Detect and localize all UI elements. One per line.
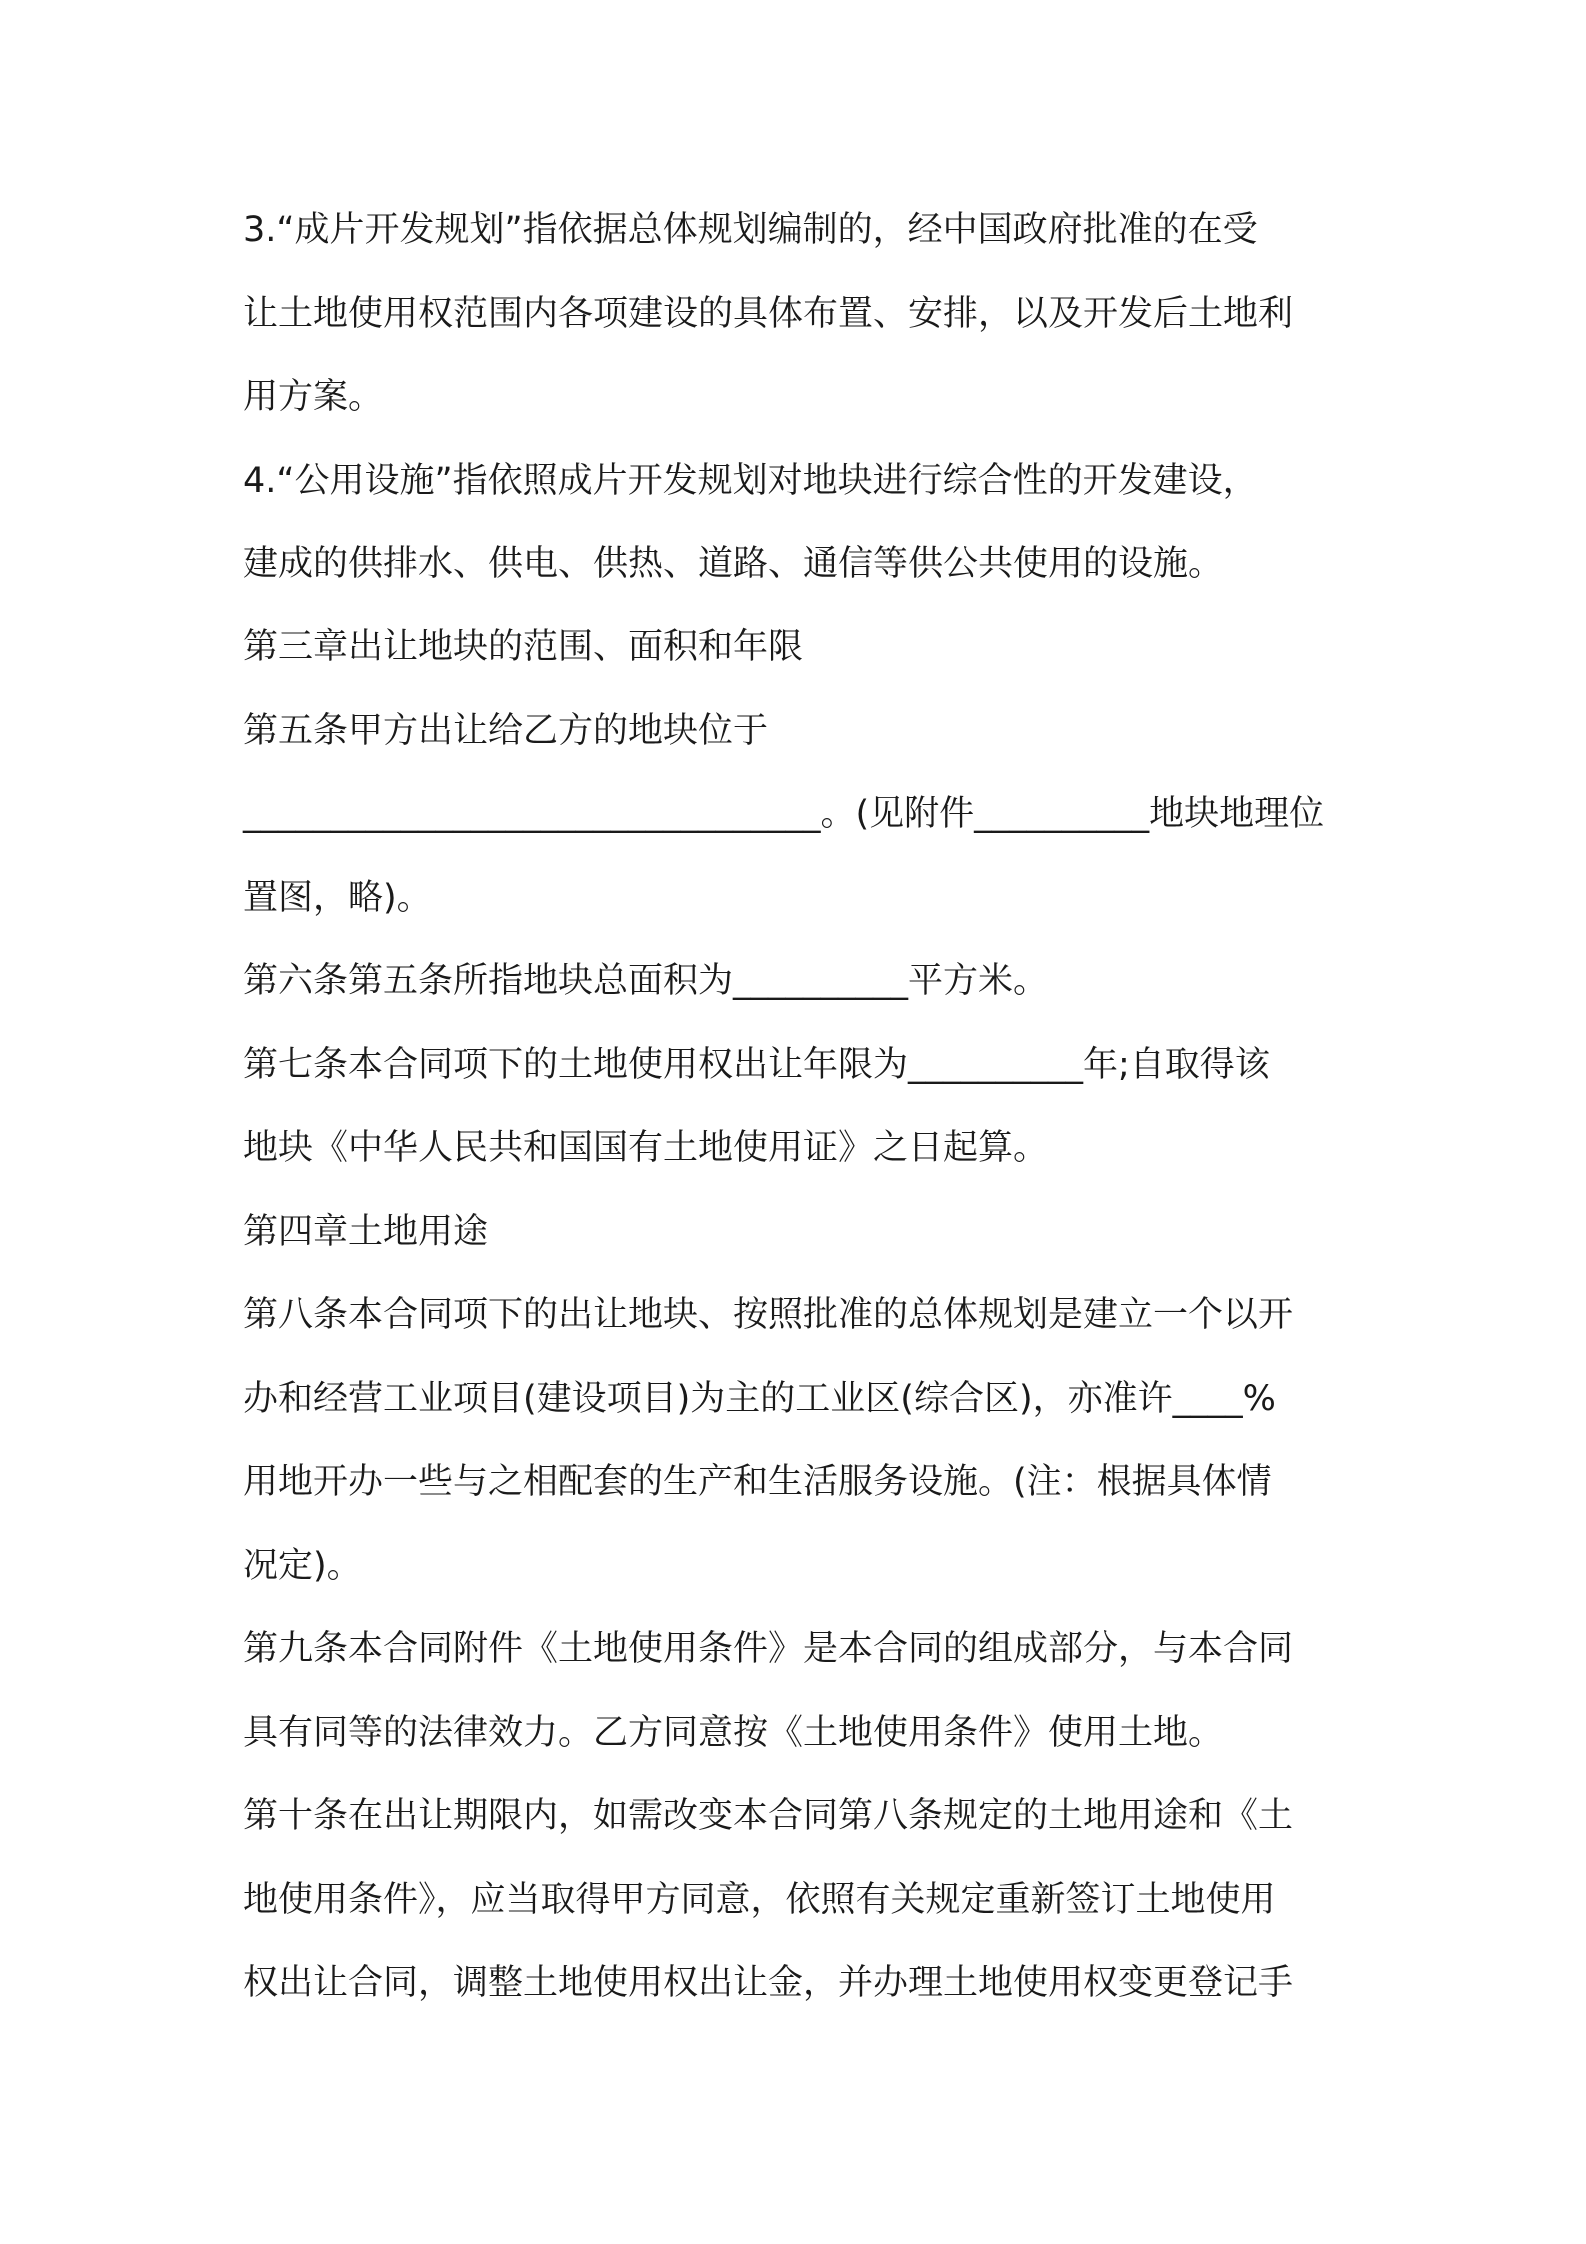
text-line: 让土地使用权范围内各项建设的具体布置、安排，以及开发后土地利: [243, 294, 1294, 334]
text-line: 第十条在出让期限内，如需改变本合同第八条规定的土地用途和《土: [243, 1796, 1294, 1836]
text-line: 用地开办一些与之相配套的生产和生活服务设施。(注：根据具体情: [243, 1462, 1272, 1502]
text-line: 权出让合同，调整土地使用权出让金，并办理土地使用权变更登记手: [243, 1963, 1294, 2003]
text-line: 第五条甲方出让给乙方的地块位于: [243, 711, 769, 751]
text-line: 用方案。: [243, 377, 384, 417]
chapter-heading: 第四章土地用途: [243, 1212, 489, 1252]
text-line: 地块《中华人民共和国国有土地使用证》之日起算。: [243, 1128, 1049, 1168]
text-line: 具有同等的法律效力。乙方同意按《土地使用条件》使用土地。: [243, 1713, 1224, 1753]
chapter-heading: 第三章出让地块的范围、面积和年限: [243, 627, 804, 667]
text-line: 建成的供排水、供电、供热、道路、通信等供公共使用的设施。: [243, 544, 1224, 584]
text-line: 地使用条件》，应当取得甲方同意，依照有关规定重新签订土地使用: [243, 1880, 1276, 1920]
text-line: 置图，略)。: [243, 878, 432, 918]
text-line: 办和经营工业项目(建设项目)为主的工业区(综合区)，亦准许____%: [243, 1379, 1276, 1419]
text-line: 况定)。: [243, 1546, 362, 1586]
text-line: 3.“成片开发规划”指依据总体规划编制的，经中国政府批准的在受: [243, 210, 1258, 250]
text-line: 4.“公用设施”指依照成片开发规划对地块进行综合性的开发建设，: [243, 461, 1258, 501]
text-line: 第八条本合同项下的出让地块、按照批准的总体规划是建立一个以开: [243, 1295, 1294, 1335]
text-line: 第六条第五条所指地块总面积为__________平方米。: [243, 961, 1049, 1001]
text-line: 第九条本合同附件《土地使用条件》是本合同的组成部分，与本合同: [243, 1629, 1294, 1669]
text-line: _________________________________。(见附件__________地块地理位: [243, 794, 1325, 834]
text-line: 第七条本合同项下的土地使用权出让年限为__________年;自取得该: [243, 1045, 1270, 1085]
